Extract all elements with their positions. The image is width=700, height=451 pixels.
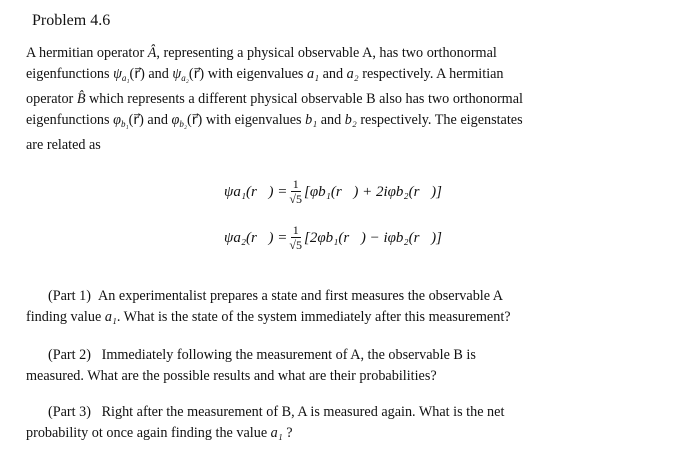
part-text: probability ot once again finding the value [26, 425, 271, 441]
equation-rhs: [2φb₁(r⃗) − iφb₂(r⃗)] [304, 229, 442, 246]
r-vector: (r⃗) [188, 66, 205, 82]
part-label: (Part 3) [48, 404, 91, 420]
part-text: ? [282, 425, 293, 441]
intro-text: respectively. The eigenstates [356, 112, 523, 128]
intro-text: with eigenvalues [204, 66, 308, 82]
psi-symbol: ψ [113, 66, 122, 82]
eigenvalue-a1: a₁ [270, 425, 283, 441]
part-1 [26, 286, 676, 328]
fraction-numerator: 1 [292, 177, 299, 191]
psi-symbol: ψ [172, 66, 182, 82]
fraction-denominator: √5 [289, 192, 302, 206]
equation-psi-a1 [224, 178, 442, 206]
phi-symbol: φ [171, 112, 180, 128]
part-text: Right after the measurement of B, A is measured again. What is the net [101, 404, 505, 420]
problem-statement [26, 43, 676, 156]
problem-title: Problem 4.6 [32, 12, 111, 29]
part-text: An experimentalist prepares a state and first measures the observable A [98, 288, 504, 304]
part-3 [26, 402, 676, 444]
intro-text: are related as [26, 137, 101, 153]
eigenvalue-b2: b₂ [344, 112, 357, 128]
intro-text: eigenfunctions [26, 112, 114, 128]
fraction-numerator: 1 [292, 223, 299, 237]
r-vector: (r⃗) [129, 66, 145, 82]
intro-text: A hermitian operator [26, 45, 148, 61]
eigenvalue-a1: a₁ [104, 309, 117, 325]
part-text: measured. What are the possible results and what are their probabilities? [26, 368, 437, 384]
equation-psi-a2 [224, 224, 442, 252]
r-vector: (r⃗) [128, 112, 144, 128]
equation-rhs: [φb₁(r⃗) + 2iφb₂(r⃗)] [304, 183, 442, 200]
intro-text: eigenfunctions [26, 66, 114, 82]
eigenvalue-b1: b₁ [305, 112, 318, 128]
intro-text: respectively. A hermitian [358, 66, 504, 82]
subscript-b1: b₁ [120, 119, 129, 129]
operator-a: Â [147, 45, 157, 61]
intro-text: and [143, 112, 172, 128]
subscript-a2: a₂ [181, 73, 189, 83]
intro-text: which represents a different physical observable B also has two orthonormal [85, 91, 523, 107]
intro-text: and [144, 66, 173, 82]
intro-text: , representing a physical observable A, has two orthonormal [156, 45, 497, 61]
r-vector: (r⃗) [186, 112, 203, 128]
subscript-b2: b₂ [179, 119, 187, 129]
subscript-a1: a₁ [121, 73, 130, 83]
part-text: Immediately following the measurement of A, the observable B is [101, 347, 476, 363]
part-text: . What is the state of the system immediately after this measurement? [116, 309, 511, 325]
part-2 [26, 345, 676, 387]
fraction [289, 224, 302, 252]
intro-text: and [319, 66, 347, 82]
intro-text: with eigenvalues [202, 112, 306, 128]
part-text: finding value [26, 309, 105, 325]
eigenvalue-a1: a₁ [307, 66, 320, 82]
part-label: (Part 2) [48, 347, 91, 363]
equation-lhs: ψa₁(r⃗) = [224, 183, 288, 200]
intro-text: operator [26, 91, 77, 107]
eigenvalue-a2: a₂ [346, 66, 359, 82]
phi-symbol: φ [113, 112, 121, 128]
operator-b: B̂ [76, 91, 86, 107]
fraction [289, 178, 302, 206]
fraction-denominator: √5 [289, 238, 302, 252]
part-label: (Part 1) [48, 288, 91, 304]
intro-text: and [317, 112, 345, 128]
equation-lhs: ψa₂(r⃗) = [224, 229, 288, 246]
